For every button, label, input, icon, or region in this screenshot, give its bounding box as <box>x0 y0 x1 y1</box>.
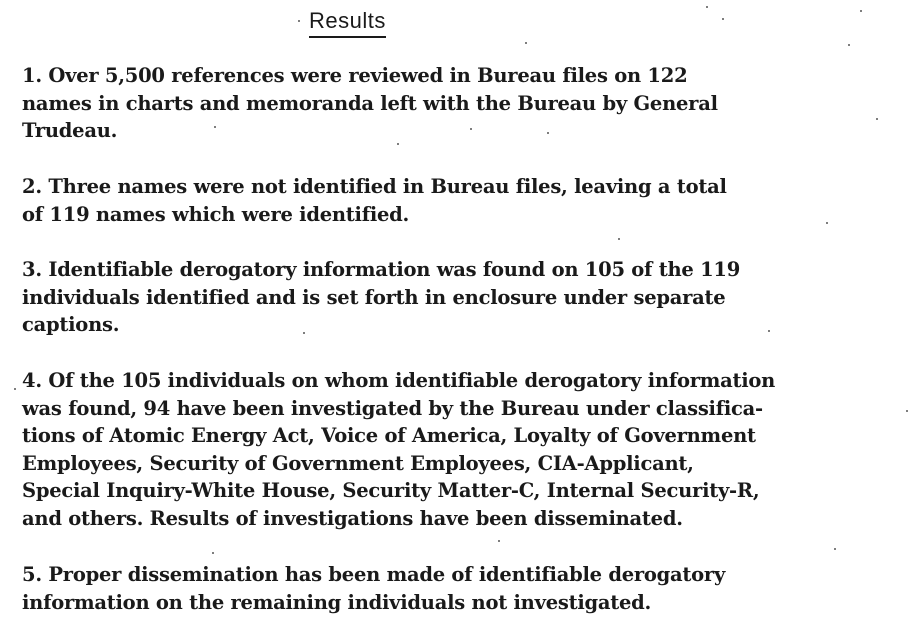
paragraph-1 <box>22 62 718 145</box>
scan-speck <box>397 143 399 145</box>
paragraph-5 <box>22 561 725 616</box>
scan-speck <box>470 128 472 130</box>
scan-speck <box>906 410 908 412</box>
scan-speck <box>826 222 828 224</box>
scan-speck <box>834 548 836 550</box>
paragraph-line: names in charts and memoranda left with the Bureau by General <box>22 91 718 115</box>
scan-speck <box>212 552 214 554</box>
scan-speck <box>547 132 549 134</box>
scan-speck <box>214 126 216 128</box>
scan-speck <box>498 540 500 542</box>
paragraph-line: 2. Three names were not identified in Bureau files, leaving a total <box>22 175 727 198</box>
paragraph-line: information on the remaining individuals not investigated. <box>22 590 652 614</box>
paragraph-line: tions of Atomic Energy Act, Voice of America, Loyalty of Government <box>22 424 756 447</box>
results-heading: Results <box>309 7 386 38</box>
scan-speck <box>860 10 862 12</box>
scan-speck <box>876 118 878 120</box>
paragraph-line: Special Inquiry-White House, Security Matter-C, Internal Security-R, <box>22 479 760 502</box>
paragraph-line: and others. Results of investigations have been disseminated. <box>22 506 683 530</box>
scan-speck <box>722 18 724 20</box>
paragraph-3 <box>22 256 740 339</box>
scan-speck <box>14 388 16 390</box>
scan-speck <box>525 42 527 44</box>
scan-speck <box>618 238 620 240</box>
paragraph-line: 3. Identifiable derogatory information was found on 105 of the 119 <box>22 258 741 281</box>
paragraph-4 <box>22 367 775 532</box>
paragraph-line: 4. Of the 105 individuals on whom identifiable derogatory information <box>22 369 776 392</box>
scan-speck <box>303 332 305 334</box>
scan-speck <box>706 6 708 8</box>
paragraph-line: of 119 names which were identified. <box>22 202 410 226</box>
paragraph-line: 1. Over 5,500 references were reviewed in Bureau files on 122 <box>22 64 688 87</box>
paragraph-line: Employees, Security of Government Employees, CIA-Applicant, <box>22 451 694 475</box>
scan-speck <box>298 20 300 22</box>
scan-speck <box>768 330 770 332</box>
paragraph-line: 5. Proper dissemination has been made of identifiable derogatory <box>22 563 726 586</box>
paragraph-line: was found, 94 have been investigated by the Bureau under classifica- <box>22 396 763 420</box>
scan-speck <box>848 44 850 46</box>
paragraph-line: Trudeau. <box>22 119 118 142</box>
paragraph-line: individuals identified and is set forth in enclosure under separate <box>22 285 726 309</box>
paragraph-2 <box>22 173 727 228</box>
paragraph-line: captions. <box>22 313 120 336</box>
